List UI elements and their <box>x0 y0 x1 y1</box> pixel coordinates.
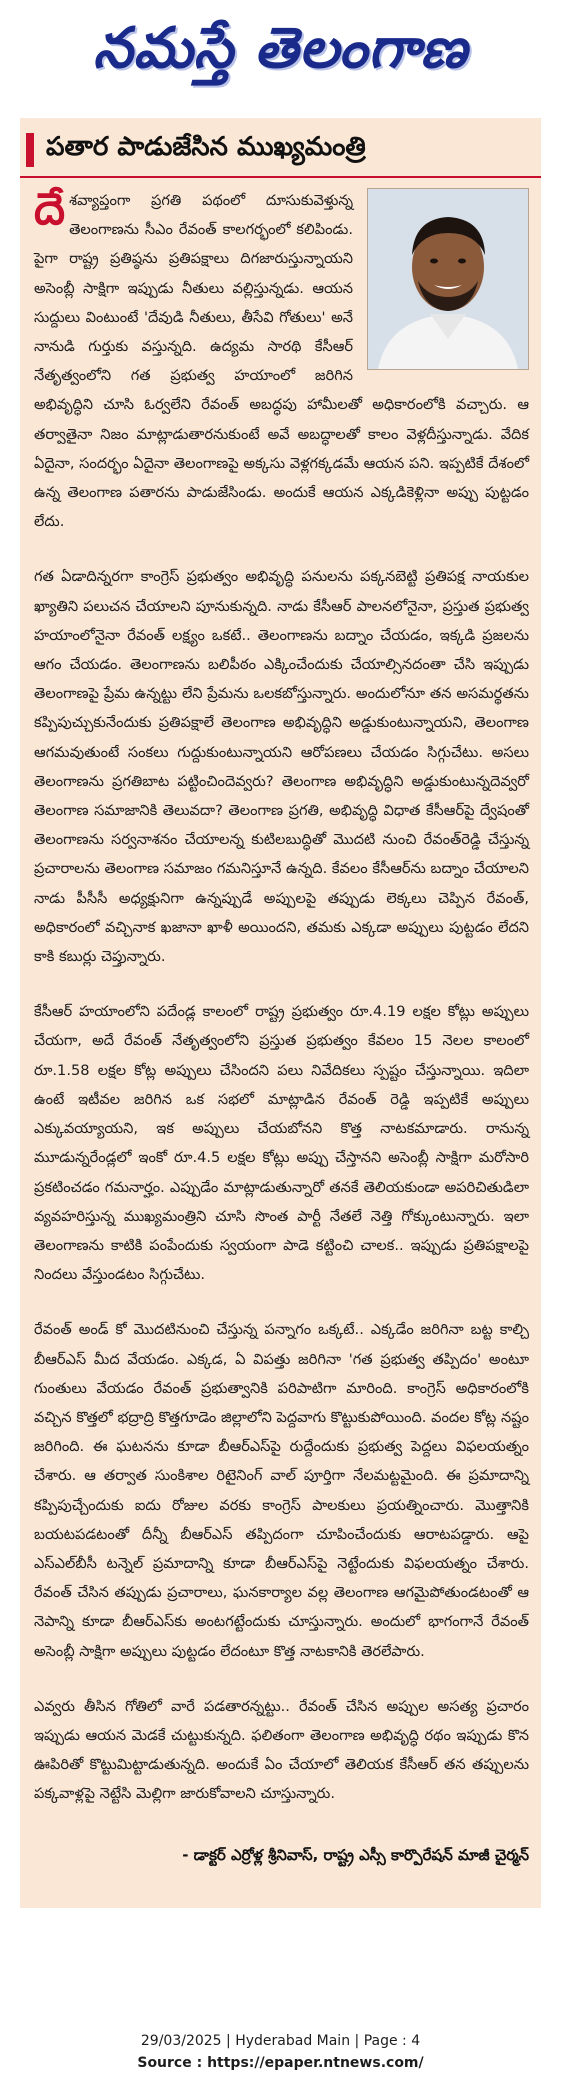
paragraph-text: శవ్యాప్తంగా ప్రగతి పథంలో దూసుకువెళ్తున్న తెలంగాణను సీఎం రేవంత్ కాలగర్భంలో కలిపిండు. పైగా రాష్ట్ర ప్రతిష్ఠను ప్రతిపక్షాలు దిగజారుస్తున్నాయని అసెంబ్లీ సాక్షిగా ఇప్పుడు నీతులు వల్లిస్తున్నడు. ఆయన సుద్దులు వింటుంటే 'దేవుడి నీతులు, తీసేవి గోతులు' అనే నానుడి గుర్తుకు వస్తున్నది. ఉద్యమ సారథి కేసీఆర్ నేతృత్వంలోని గత ప్రభుత్వ హయాంలో జరిగిన అభివృద్ధిని చూసి ఓర్వలేని రేవంత్ అబద్ధపు హామీలతో అధికారంలోకి వచ్చారు. ఆ తర్వాతైనా నిజం మాట్లాడుతారనుకుంటే అవే అబద్ధాలతో కాలం వెళ్లదీస్తున్నాడు. వేదిక ఏదైనా, సందర్భం ఏదైనా తెలంగాణపై అక్కసు వెళ్లగక్కడమే ఆయన పని. ఇప్పటికే దేశంలో ఉన్న తెలంగాణ పతారను పాడుజేసిండు. అందుకే ఆయన ఎక్కడికెళ్లినా అప్పు పుట్టడం లేదు. <box>34 192 529 531</box>
article-headline: పతార పాడుజేసిన ముఖ్యమంత్రి <box>46 132 366 162</box>
newspaper-masthead <box>0 0 561 110</box>
headline-accent-bar <box>26 133 34 167</box>
photo-wrap-spacer <box>353 186 529 372</box>
page-footer <box>0 2030 561 2074</box>
masthead-title: నమస్తే తెలంగాణ <box>93 15 468 81</box>
article-paragraph <box>34 186 529 536</box>
article-paragraph <box>34 1315 529 1665</box>
paragraph-text: కేసీఆర్ హయాంలోని పదేండ్ల కాలంలో రాష్ట్ర ప్రభుత్వం రూ.4.19 లక్షల కోట్లు అప్పులు చేయగా, అదే రేవంత్ నేతృత్వంలోని ప్రస్తుత ప్రభుత్వం కేవలం 15 నెలల కాలంలో రూ.1.58 లక్షల కోట్ల అప్పులు చేసిందని పలు నివేదికలు స్పష్టం చేస్తున్నాయి. ఇదిలా ఉంటే ఇటీవల జరిగిన ఒక సభలో మాట్లాడిన రేవంత్ రెడ్డి ఇప్పటికే అప్పులు ఎక్కువయ్యాయని, ఇక అప్పులు చేయబోనని కొత్త నాటకమాడారు. రానున్న మూడున్నరేండ్లలో ఇంకో రూ.4.5 లక్షల కోట్లు అప్పు చేస్తానని అసెంబ్లీ సాక్షిగా మరోసారి ప్రకటించడం గమనార్హం. ఎప్పుడేం మాట్లాడుతున్నారో తనకే తెలియకుండా అపరిచితుడిలా వ్యవహరిస్తున్న ముఖ్యమంత్రిని చూసి సొంత పార్టీ నేతలే నెత్తి గోక్కుంటున్నారు. ఇలా తెలంగాణను కాటికి పంపేందుకు స్వయంగా పాడె కట్టించి చాలక.. ఇప్పుడు ప్రతిపక్షాలపై నిందలు వేస్తుండటం సిగ్గుచేటు. <box>34 1003 529 1284</box>
article-body <box>34 186 529 1835</box>
article-paragraph <box>34 562 529 971</box>
article-headline-bar <box>20 128 541 172</box>
drop-cap: దే <box>34 184 66 235</box>
headline-divider <box>20 176 541 178</box>
source-link[interactable]: Source : https://epaper.ntnews.com/ <box>137 2055 424 2071</box>
paragraph-text: ఎవ్వరు తీసిన గోతిలో వారే పడతారన్నట్టు.. రేవంత్ చేసిన అప్పుల అసత్య ప్రచారం ఇప్పుడు ఆయన మెడకే చుట్టుకున్నది. ఫలితంగా తెలంగాణ అభివృద్ధి రథం ఇప్పుడు కొన ఊపిరితో కొట్టుమిట్టాడుతున్నది. అందుకే ఏం చేయాలో తెలియక కేసీఆర్ తన తప్పులను పక్కవాళ్లపై నెట్టేసి మెల్లిగా జారుకోవాలని చూస్తున్నారు. <box>34 1697 529 1803</box>
article-paragraph <box>34 997 529 1289</box>
article-paragraph <box>34 1692 529 1809</box>
paragraph-text: గత ఏడాదిన్నరగా కాంగ్రెస్ ప్రభుత్వం అభివృద్ధి పనులను పక్కనబెట్టి ప్రతిపక్ష నాయకుల ఖ్యాతిని పలుచన చేయాలని పూనుకున్నది. నాడు కేసీఆర్ పాలనలోనైనా, ప్రస్తుత ప్రభుత్వ హయాంలోనైనా రేవంత్ లక్ష్యం ఒకటే.. తెలంగాణను బద్నాం చేయడం, ఇక్కడి ప్రజలను ఆగం చేయడం. తెలంగాణను బలిపీఠం ఎక్కించేందుకు చేయాల్సినదంతా చేసి ఇప్పుడు తెలంగాణపై ప్రేమ ఉన్నట్టు లేని ప్రేమను ఒలకబోస్తున్నారు. అందులోనూ తన అసమర్థతను కప్పిపుచ్చుకునేందుకు ప్రతిపక్షాలే తెలంగాణ అభివృద్ధిని అడ్డుకుంటున్నాయని, తెలంగాణ ఆగమవుతుంటే సంకలు గుద్దుకుంటున్నాయని ఆరోపణలు చేయడం సిగ్గుచేటు. అసలు తెలంగాణను ప్రగతిబాట పట్టించిందెవ్వరు? తెలంగాణ అభివృద్ధిని అడ్డుకుంటున్నదెవ్వరో తెలంగాణ సమాజానికి తెలువదా? తెలంగాణ ప్రగతి, అభివృద్ధి విధాత కేసీఆర్‌పై ద్వేషంతో తెలంగాణను సర్వనాశనం చేయాలన్న కుటిలబుద్ధితో మొదటి నుంచి రేవంత్‌రెడ్డి చేస్తున్న ప్రచారాలను తెలంగాణ సమాజం గమనిస్తూనే ఉన్నది. కేవలం కేసీఆర్‌ను బద్నాం చేయాలని నాడు పీసీసీ అధ్యక్షునిగా ఉన్నప్పుడే అప్పులపై తప్పుడు లెక్కలు చెప్పిన రేవంత్, అధికారంలో వచ్చినాక ఖజానా ఖాళీ అయిందని, తమకు ఎక్కడా అప్పులు పుట్టడం లేదని కాకి కబుర్లు చెప్తున్నారు. <box>34 568 529 966</box>
paragraph-text: రేవంత్ అండ్ కో మొదటినుంచి చేస్తున్న పన్నాగం ఒక్కటే.. ఎక్కడేం జరిగినా బట్ట కాల్చి బీఆర్ఎస్ మీద వేయడం. ఎక్కడ, ఏ విపత్తు జరిగినా 'గత ప్రభుత్వ తప్పిదం' అంటూ గుంతులు వేయడం రేవంత్ ప్రభుత్వానికి పరిపాటిగా మారింది. కాంగ్రెస్ అధికారంలోకి వచ్చిన కొత్తలో భద్రాద్రి కొత్తగూడెం జిల్లాలోని పెద్దవాగు కొట్టుకుపోయింది. వందల కోట్ల నష్టం జరిగింది. ఈ ఘటనను కూడా బీఆర్ఎస్‌పై రుద్దేందుకు ప్రభుత్వ పెద్దలు విఫలయత్నం చేశారు. ఆ తర్వాత సుంకిశాల రిటైనింగ్ వాల్ పూర్తిగా నేలమట్టమైంది. ఈ ప్రమాదాన్ని కప్పిపుచ్చేందుకు ఐదు రోజుల వరకు కాంగ్రెస్ పాలకులు ప్రయత్నించారు. మొత్తానికి బయటపడటంతో దీన్నీ బీఆర్ఎస్ తప్పిదంగా చూపించేందుకు ఆరాటపడ్డారు. ఆపై ఎస్ఎల్‌బీసీ టన్నెల్ ప్రమాదాన్ని కూడా బీఆర్ఎస్‌పై నెట్టేందుకు విఫలయత్నం చేశారు. రేవంత్ చేసిన తప్పుడు ప్రచారాలు, ఘనకార్యాల వల్ల తెలంగాణ ఆగమైపోతుండటంతో ఆ నెపాన్ని కూడా బీఆర్ఎస్‌కు అంటగట్టేందుకు చూస్తున్నారు. అందులో భాగంగానే రేవంత్ అసెంబ్లీ సాక్షిగా అప్పులు పుట్టడం లేదంటూ కొత్త నాటకానికి తెరలేపారు. <box>34 1321 529 1660</box>
author-signature: - డాక్టర్ ఎర్రోళ్ల శ్రీనివాస్, రాష్ట్ర ఎస్సీ కార్పొరేషన్ మాజీ చైర్మన్ <box>182 1846 529 1864</box>
edition-info: 29/03/2025 | Hyderabad Main | Page : 4 <box>140 2033 421 2049</box>
